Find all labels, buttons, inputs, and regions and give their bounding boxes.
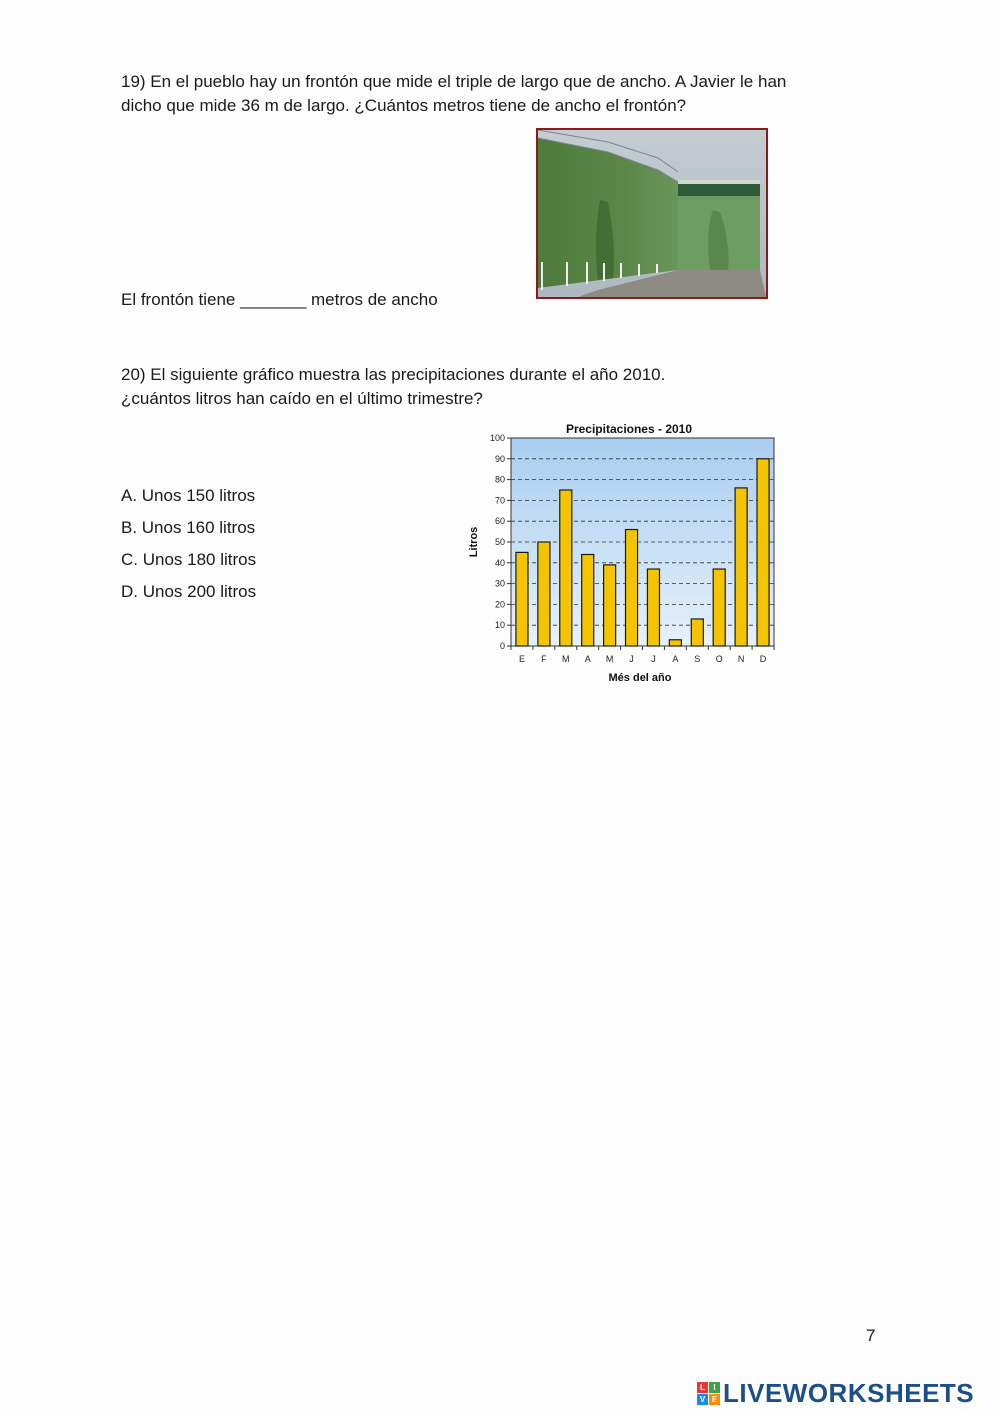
fronton-photo <box>536 128 768 299</box>
x-tick-label: J <box>651 654 656 664</box>
chart-title: Precipitaciones - 2010 <box>565 422 693 436</box>
question-19-answer-line <box>121 290 438 310</box>
brand-name: LIVEWORKSHEETS <box>723 1378 975 1408</box>
y-tick-label: 20 <box>494 599 505 610</box>
answer-prefix: El frontón tiene <box>121 290 236 309</box>
bar <box>691 619 703 646</box>
bar <box>538 542 550 646</box>
y-tick-label: 30 <box>494 578 505 589</box>
y-tick-label: 90 <box>494 453 505 464</box>
y-axis-label: Litros <box>468 526 480 558</box>
bar <box>669 640 681 646</box>
question-19-text: 19) En el pueblo hay un frontón que mide el triple de largo que de ancho. A Javier le han dicho que mide 36 m de largo. ¿Cuántos metros tiene de ancho el frontón? <box>121 72 787 115</box>
y-tick-label: 10 <box>494 620 505 631</box>
bar <box>516 552 528 646</box>
bar <box>713 569 725 646</box>
y-tick-label: 40 <box>494 557 505 568</box>
question-20-line-2: ¿cuántos litros han caído en el último trimestre? <box>121 389 483 408</box>
bar <box>626 530 638 646</box>
option-a[interactable]: A. Unos 150 litros <box>121 486 256 505</box>
x-tick-label: A <box>672 654 679 664</box>
question-20-text <box>121 363 761 411</box>
bar <box>560 490 572 646</box>
logo-letter: E <box>709 1394 720 1405</box>
x-tick-label: J <box>629 654 634 664</box>
y-tick-label: 100 <box>489 433 505 443</box>
x-tick-label: F <box>541 654 547 664</box>
y-tick-label: 50 <box>494 537 505 547</box>
y-tick-label: 0 <box>499 641 505 651</box>
x-tick-label: M <box>562 654 570 664</box>
x-axis-ticks <box>511 646 774 664</box>
precipitation-chart <box>460 418 790 690</box>
option-d[interactable]: D. Unos 200 litros <box>121 582 257 601</box>
y-tick-label: 70 <box>494 495 505 506</box>
liveworksheets-logo <box>697 1378 974 1409</box>
page-number: 7 <box>866 1326 876 1345</box>
x-tick-label: O <box>715 654 723 664</box>
bar <box>647 569 659 646</box>
y-tick-label: 80 <box>494 474 505 485</box>
bar <box>582 554 594 646</box>
x-axis-label: Més del año <box>608 672 672 684</box>
bar <box>735 488 747 646</box>
x-tick-label: A <box>584 654 591 664</box>
bar <box>757 459 769 646</box>
brand-logo-icon <box>697 1382 720 1405</box>
logo-letter: I <box>709 1382 720 1393</box>
x-tick-label: D <box>759 654 767 664</box>
y-tick-label: 60 <box>494 516 505 527</box>
bar <box>604 565 616 646</box>
x-tick-label: M <box>605 654 614 664</box>
x-tick-label: E <box>518 654 525 664</box>
option-b[interactable]: B. Unos 160 litros <box>121 518 256 537</box>
logo-letter: L <box>697 1382 708 1393</box>
question-20-line-1: 20) El siguiente gráfico muestra las precipitaciones durante el año 2010. <box>121 365 666 384</box>
answer-blank[interactable]: _______ <box>240 290 307 309</box>
option-c[interactable]: C. Unos 180 litros <box>121 550 257 569</box>
y-axis-ticks <box>490 433 511 651</box>
answer-options <box>121 484 256 612</box>
answer-suffix: metros de ancho <box>311 290 438 309</box>
x-tick-label: S <box>694 654 701 664</box>
logo-letter: V <box>697 1394 708 1405</box>
x-tick-label: N <box>737 654 745 664</box>
